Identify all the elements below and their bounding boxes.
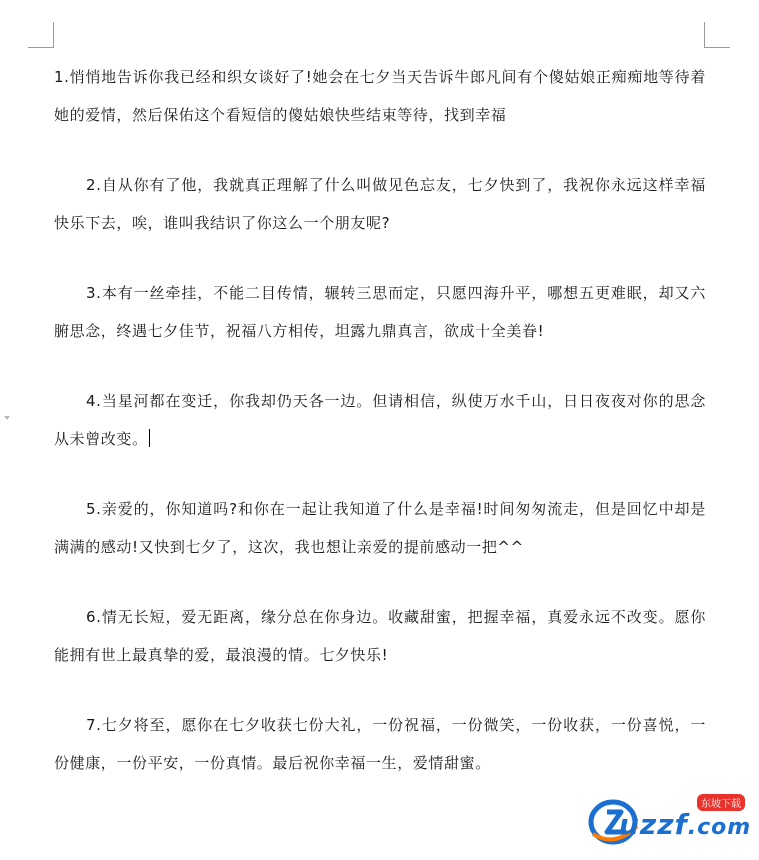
watermark-logo xyxy=(585,790,755,850)
paragraph-7: 7.七夕将至，愿你在七夕收获七份大礼，一份祝福，一份微笑，一份收获，一份喜悦，一份健康，一份平安，一份真情。最后祝你幸福一生，爱情甜蜜。 xyxy=(54,716,706,772)
logo-wordmark xyxy=(619,808,751,841)
paragraph-5: 5.亲爱的，你知道吗?和你在一起让我知道了什么是幸福!时间匆匆流走，但是回忆中却是满满的感动!又快到七夕了，这次，我也想让亲爱的提前感动一把^^ xyxy=(54,500,706,556)
logo-brand: uzzf xyxy=(619,808,688,841)
top-left-crop-mark xyxy=(28,22,54,48)
logo-tag: 东坡下载 xyxy=(697,794,745,811)
paragraph-4-text: 4.当星河都在变迁，你我却仍天各一边。但请相信，纵使万水千山，日日夜夜对你的思念从未曾改变。 xyxy=(54,392,706,448)
paragraph-3: 3.本有一丝牵挂，不能二目传情，辗转三思而定，只愿四海升平，哪想五更难眠，却又六腑思念，终遇七夕佳节，祝福八方相传，坦露九鼎真言，欲成十全美眷! xyxy=(54,284,706,340)
paragraph-2: 2.自从你有了他，我就真正理解了什么叫做见色忘友，七夕快到了，我祝你永远这样幸福快乐下去，唉，谁叫我结识了你这么一个朋友呢? xyxy=(54,176,706,232)
top-right-crop-mark xyxy=(704,22,730,48)
paragraph-4 xyxy=(54,382,706,458)
text-cursor xyxy=(149,429,150,447)
logo-domain: .com xyxy=(687,815,752,840)
paragraph-6: 6.情无长短，爱无距离，缘分总在你身边。收藏甜蜜，把握幸福，真爱永远不改变。愿你能拥有世上最真挚的爱，最浪漫的情。七夕快乐! xyxy=(54,608,706,664)
document-body[interactable] xyxy=(54,58,706,814)
paragraph-1: 1.悄悄地告诉你我已经和织女谈好了!她会在七夕当天告诉牛郎凡间有个傻姑娘正痴痴地等待着她的爱情，然后保佑这个看短信的傻姑娘快些结束等待，找到幸福 xyxy=(54,68,706,124)
margin-marker-icon xyxy=(4,416,10,420)
